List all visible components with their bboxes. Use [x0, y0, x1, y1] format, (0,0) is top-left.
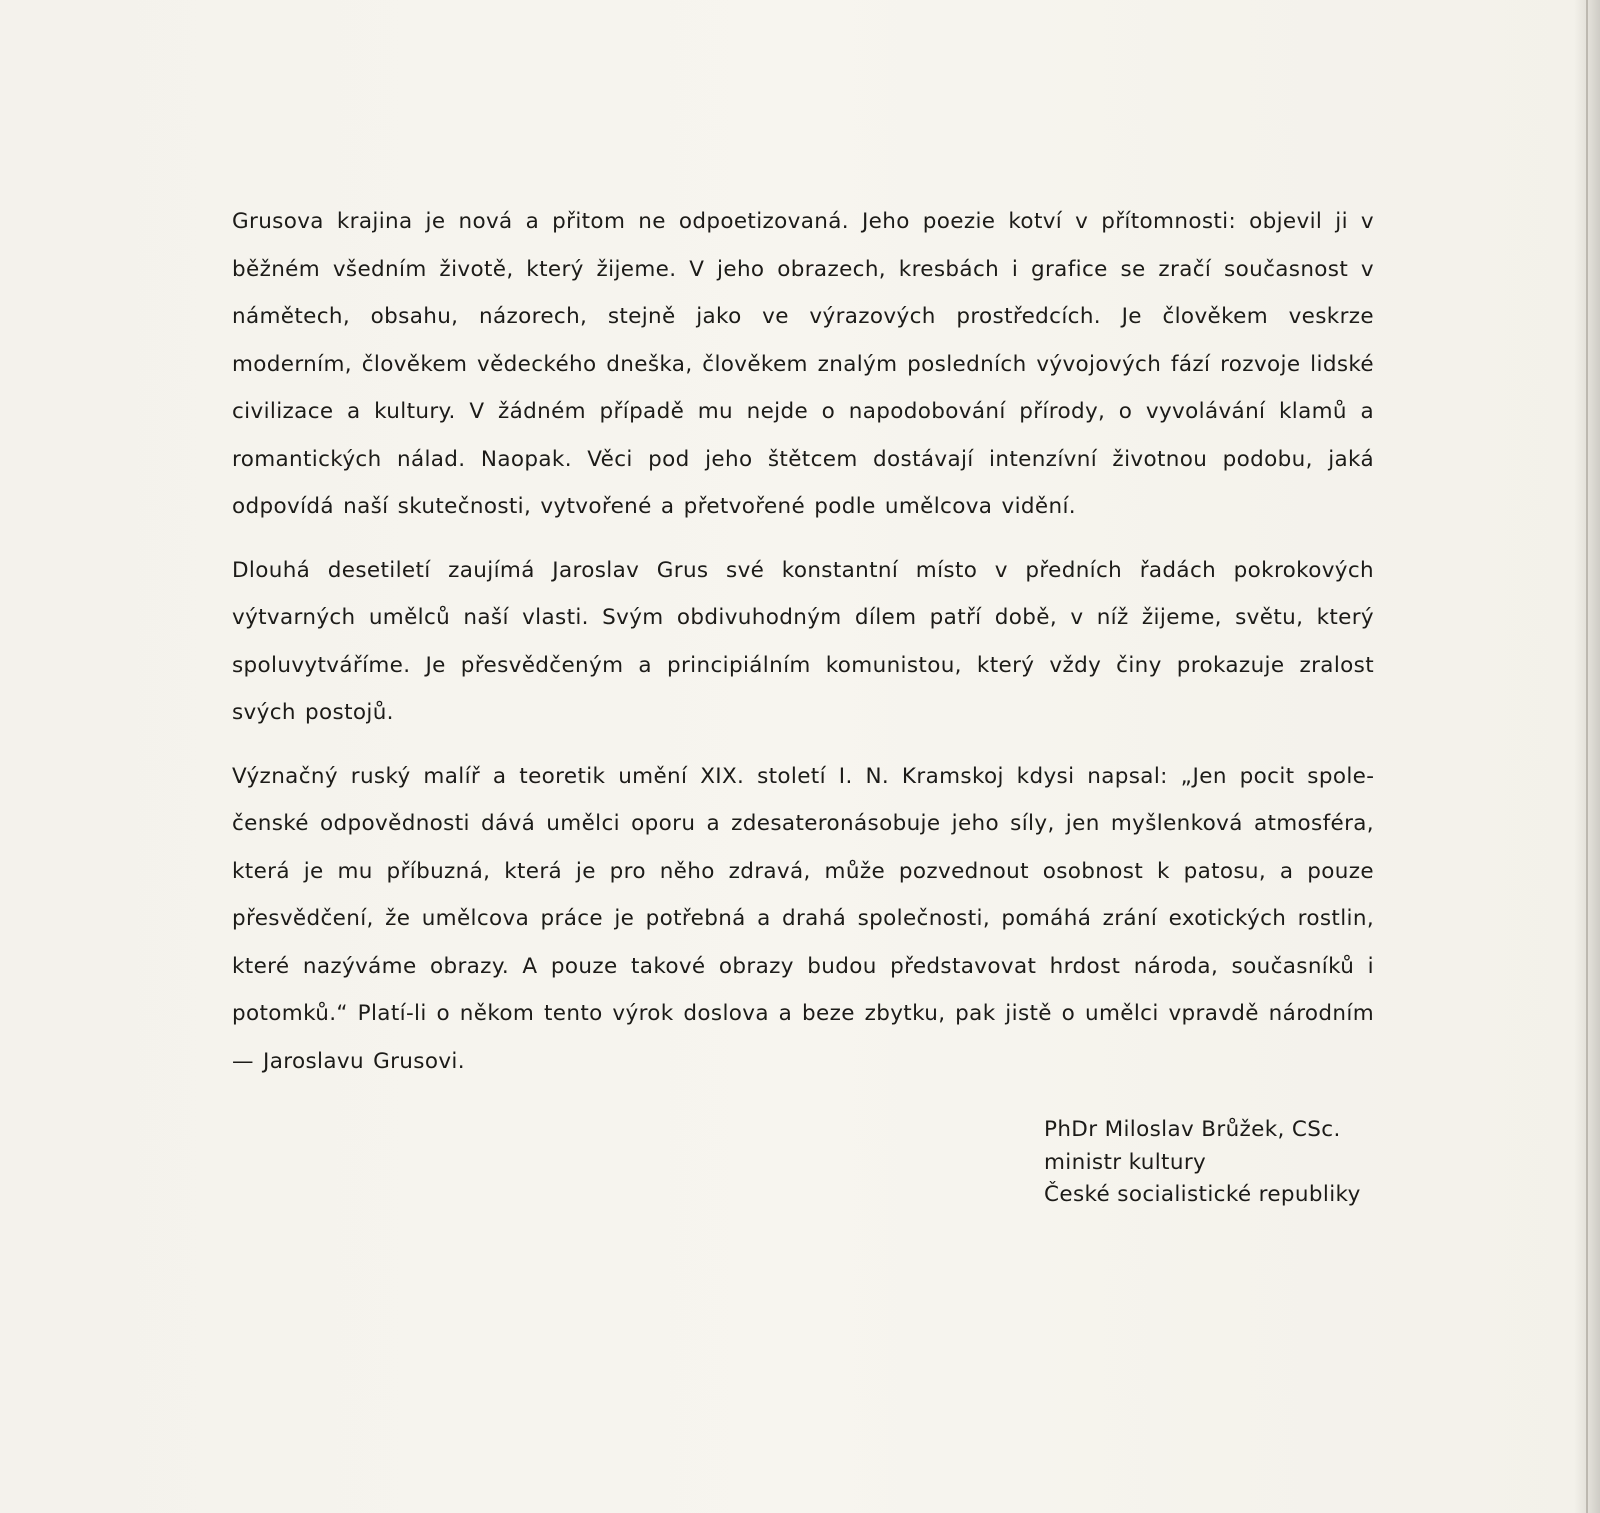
article-body — [232, 198, 1374, 1101]
paragraph-2: Dlouhá desetiletí zaujímá Jaroslav Grus své konstantní místo v předních řadách pokrokových výtvarných umělců naší vlasti. Svým obdivuhodným dílem patří době, v níž žijeme, světu, který spoluvytváříme. Je přesvědčeným a principiálním komunistou, který vždy činy prokazuje zralost svých postojů. — [232, 557, 1374, 725]
signature-role: ministr kultury — [1044, 1149, 1207, 1175]
signature-institution: České socialistické republiky — [1044, 1182, 1361, 1207]
signature-name: PhDr Miloslav Brůžek, CSc. — [1044, 1117, 1341, 1142]
paragraph-3: Význačný ruský malíř a teoretik umění XIX. století I. N. Kramskoj kdysi napsal: „Jen pocit společenské odpovědnosti dává umělci oporu a zdesateronásobuje jeho síly, jen myšlenková atmosféra, která je mu příbuzná, která je pro něho zdravá, může pozvednout osobnost k patosu, a pouze přesvědčení, že umělcova práce je potřebná a drahá společnosti, pomáhá zrání exotických rostlin, které nazýváme obrazy. A pouze takové obrazy budou představovat hrdost národa, současníků i potomků.“ Platí-li o někom tento výrok doslova a beze zbytku, pak jistě o umělci vpravdě národním — Jaroslavu Grusovi. — [232, 763, 1374, 1074]
page-edge-line — [1586, 0, 1588, 1513]
paragraph-1: Grusova krajina je nová a přitom ne odpoetizovaná. Jeho poezie kotví v přítomnosti: objevil ji v běžném všedním životě, který žijeme. V jeho obrazech, kresbách i grafice se zračí současnost v námětech, obsahu, názorech, stejně jako ve výrazových prostředcích. Je člověkem veskrze moderním, člověkem vědeckého dneška, člověkem znalým posledních vývojových fází rozvoje lidské civilizace a kultury. V žádném případě mu nejde o napodobování přírody, o vyvolávání klamů a romantických nálad. Naopak. Věci pod jeho štětcem dostávají intenzívní životnou podobu, jaká odpovídá naší skutečnosti, vytvořené a přetvořené podle umělcova vidění. — [232, 209, 1374, 519]
signature-block — [1044, 1114, 1361, 1212]
